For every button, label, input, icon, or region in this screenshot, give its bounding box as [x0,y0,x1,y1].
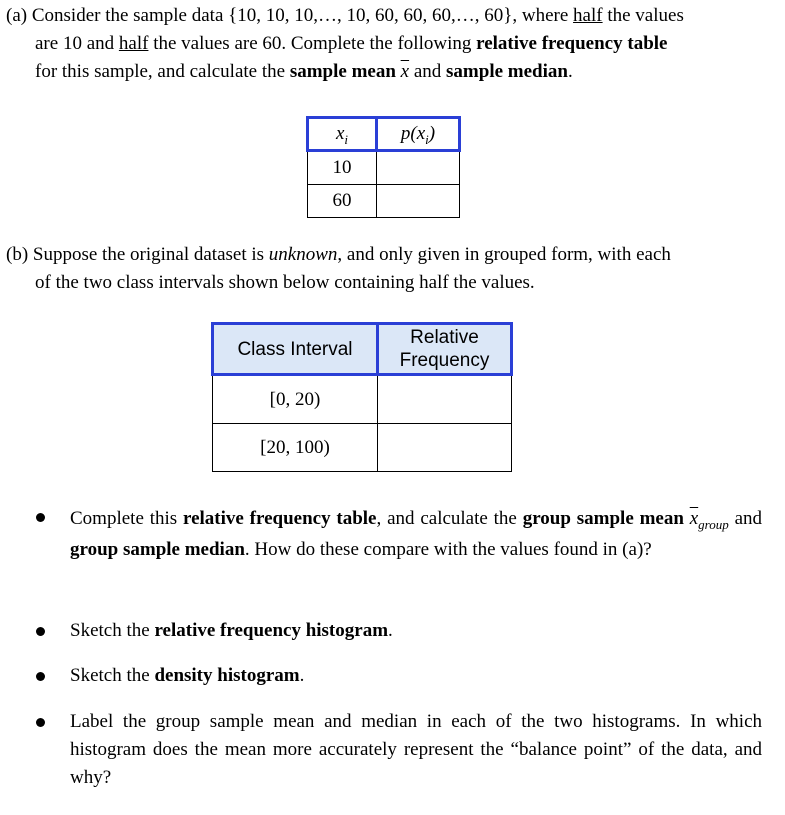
density-histogram-term: density histogram [154,665,300,686]
part-a-text-4: are 10 and [35,33,115,54]
bullet-3 [70,662,762,690]
table-row [308,151,460,185]
part-b-text-3: of the two class intervals shown below containing half the values. [35,272,535,293]
sample-data-set: {10, 10, 10,…, 10, 60, 60, 60,…, 60} [228,5,513,26]
relative-frequency-header-line2: Frequency [399,350,490,371]
table1-header-x [308,118,377,151]
relative-frequency-table-term-2: relative frequency table [182,508,377,529]
bullet-1-text-4: . How do these compare with the values found in (a)? [244,539,652,560]
part-a-text-3: the values [607,5,684,26]
table1-cell-p[interactable] [377,151,460,185]
table1-cell-x: 60 [308,185,377,218]
unknown-term: unknown [268,244,338,265]
bullet-4-text: Label the group sample mean and median in each of the two histograms. In which histogram does the mean more accurately represent the “balance point” of the data, and why? [70,711,762,788]
bullet-1 [70,504,762,565]
group-subscript: group [698,517,729,532]
part-a-text-5: the values are 60. Complete the following [153,33,472,54]
table1-header-row [308,118,460,151]
class-interval-cell: [20, 100) [213,424,378,472]
relative-frequency-histogram-term: relative frequency histogram [154,620,389,641]
bullet-3-text-1: Sketch the [70,665,150,686]
bullet-2-text-1: Sketch the [70,620,150,641]
table-row [213,375,512,424]
bullet-1-text-3: and [734,508,763,529]
half-underlined-1: half [573,5,603,26]
table1-cell-x: 10 [308,151,377,185]
class-interval-cell: [0, 20) [213,375,378,424]
half-underlined-2: half [118,33,149,54]
x-bar-symbol: $\overline{x}$ [400,61,410,82]
table-row [213,424,512,472]
bullet-3-period: . [299,665,305,686]
table1-header-p [377,118,460,151]
relative-frequency-header [378,324,512,375]
part-b-label: (b) [6,244,29,265]
part-a-text-7: and [413,61,442,82]
bullet-dot [36,513,45,522]
grouped-frequency-table [211,322,513,472]
sample-mean-term: sample mean [289,61,396,82]
bullet-dot [36,627,45,636]
part-a-text-1: Consider the sample data [31,5,224,26]
sample-median-term: sample median [446,61,568,82]
bullet-2-period: . [388,620,393,641]
group-sample-median-term: group sample median [70,539,245,560]
part-a-label: (a) [6,5,28,26]
class-interval-header: Class Interval [213,324,378,375]
bullet-2 [70,617,762,645]
x-bar-group-symbol: $\overline{x}$ [689,508,699,529]
relative-frequency-cell[interactable] [378,375,512,424]
p-x-symbol: p(x [400,122,426,144]
part-b-text-2: , and only given in grouped form, with each [337,244,671,265]
table-row [308,185,460,218]
bullet-1-text-1: Complete this [70,508,178,529]
table1-cell-p[interactable] [377,185,460,218]
p-x-close: ) [428,122,436,144]
group-sample-mean-term: group sample mean [522,508,684,529]
x-i-symbol: x [335,122,345,144]
table2-header-row [213,324,512,375]
x-i-subscript: i [344,131,349,147]
part-b-paragraph [6,241,766,297]
part-a-text-6: for this sample, and calculate the [35,61,286,82]
bullet-dot [36,672,45,681]
relative-frequency-header-line1: Relative [410,327,479,348]
part-a-period: . [567,61,573,82]
relative-frequency-cell[interactable] [378,424,512,472]
part-a-paragraph [6,2,766,86]
part-b-text-1: Suppose the original dataset is [32,244,265,265]
bullet-4 [70,708,762,792]
frequency-table-1 [306,116,461,218]
p-x-subscript: i [425,131,429,147]
bullet-dot [36,718,45,727]
part-a-text-2: , where [512,5,569,26]
bullet-1-text-2: , and calculate the [376,508,517,529]
relative-frequency-table-term: relative frequency table [476,33,668,54]
